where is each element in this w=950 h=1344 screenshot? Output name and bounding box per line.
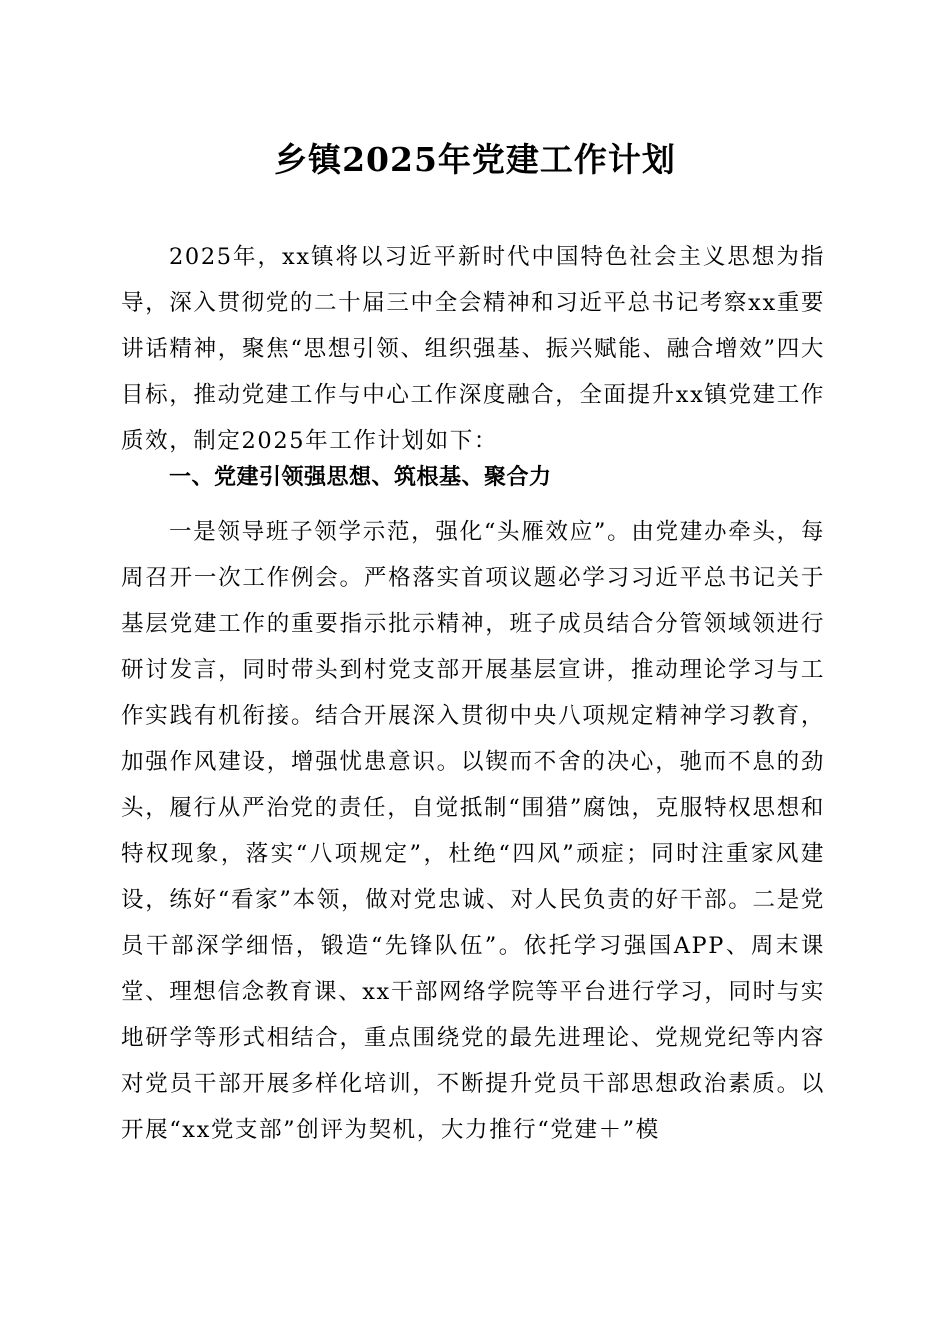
document-title: 乡镇2025年党建工作计划 bbox=[274, 140, 676, 179]
body-paragraph: 一是领导班子领学示范，强化“头雁效应”。由党建办牵头，每周召开一次工作例会。严格落实首项议题必学习习近平总书记关于基层党建工作的重要指示批示精神，班子成员结合分管领域领进行研讨发言，同时带头到村党支部开展基层宣讲，推动理论学习与工作实践有机衔接。结合开展深入贯彻中央八项规定精神学习教育，加强作风建设，增强忧患意识。以锲而不舍的决心，驰而不息的劲头，履行从严治党的责任，自觉抵制“围猎”腐蚀，克服特权思想和特权现象，落实“八项规定”，杜绝“四风”顽症；同时注重家风建设，练好“看家”本领，做对党忠诚、对人民负责的好干部。二是党员干部深学细悟，锻造“先锋队伍”。依托学习强国APP、周末课堂、理想信念教育课、xx干部网络学院等平台进行学习，同时与实地研学等形式相结合，重点围绕党的最先进理论、党规党纪等内容对党员干部开展多样化培训，不断提升党员干部思想政治素质。以开展“xx党支部”创评为契机，大力推行“党建＋”模 bbox=[121, 519, 825, 1143]
section-heading: 一、党建引领强思想、筑根基、聚合力 bbox=[169, 465, 552, 490]
intro-paragraph: 2025年，xx镇将以习近平新时代中国特色社会主义思想为指导，深入贯彻党的二十届三中全会精神和习近平总书记考察xx重要讲话精神，聚焦“思想引领、组织强基、振兴赋能、融合增效”四大目标，推动党建工作与中心工作深度融合，全面提升xx镇党建工作质效，制定2025年工作计划如下： bbox=[121, 244, 825, 454]
